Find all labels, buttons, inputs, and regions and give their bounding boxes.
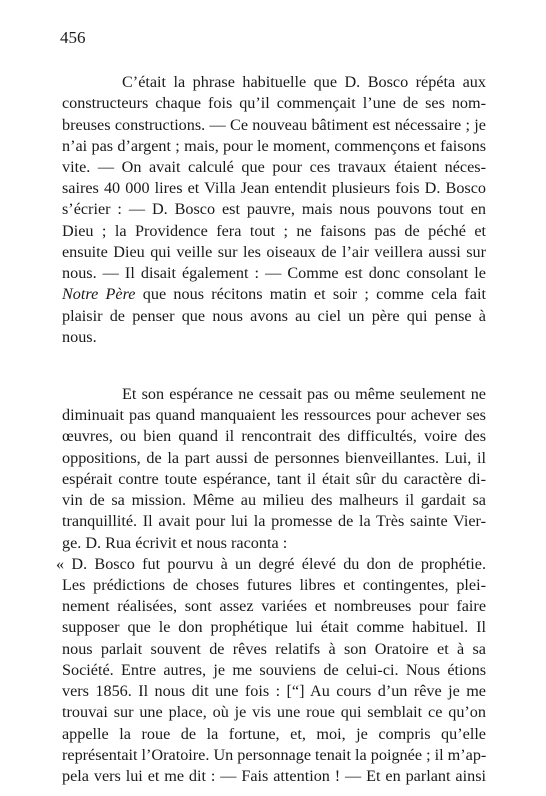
text-line: œuvres, ou bien quand il rencontrait des difficultés, voire des <box>62 427 486 446</box>
text-line: Et son espérance ne cessait pas ou même seulement ne <box>122 384 486 403</box>
text-line: saires 40 000 lires et Villa Jean entendit plusieurs fois D. Bosco <box>62 179 486 198</box>
text-line: breuses constructions. — Ce nouveau bâtiment est nécessaire ; je <box>62 115 486 134</box>
text-line: nous parlait souvent de rêves relatifs à son Oratoire et à sa <box>62 639 486 658</box>
text-line: n’ai pas d’argent ; mais, pour le moment, commençons et faisons <box>62 136 486 155</box>
text-line: vite. — On avait calculé que pour ces travaux étaient néces- <box>62 157 486 176</box>
text-line: appelle la roue de la fortune, et, moi, je compris qu’elle <box>62 724 486 743</box>
text-line: vin de sa mission. Même au milieu des malheurs il gardait sa <box>62 491 486 510</box>
text-line: constructeurs chaque fois qu’il commençait l’une de ses nom- <box>62 94 486 113</box>
text-line: supposer que le don prophétique lui était comme habituel. Il <box>62 618 486 637</box>
text-line: nous. <box>62 327 97 346</box>
italic-title: Notre Père <box>62 285 136 304</box>
text-line: « D. Bosco fut pourvu à un degré élevé du don de prophétie. <box>56 554 486 573</box>
text-line <box>62 284 486 304</box>
text-line: s’écrier : — D. Bosco est pauvre, mais nous pouvons tout en <box>62 200 486 219</box>
text-line: ge. D. Rua écrivit et nous raconta : <box>62 533 288 552</box>
text-line: nous. — Il disait également : — Comme est donc consolant le <box>62 264 486 282</box>
text-line: Les prédictions de choses futures libres et contingentes, plei- <box>62 576 486 594</box>
text-line: pela vers lui et me dit : — Fais attention ! — Et en parlant ainsi <box>62 767 486 785</box>
text-line: nement réalisées, sont assez variées et nombreuses pour faire <box>62 597 486 616</box>
text-line: espérait contre toute espérance, tant il était sûr du caractère di- <box>62 469 486 488</box>
text-line: vers 1856. Il nous dit une fois : [“] Au cours d’un rêve je me <box>62 682 486 701</box>
text-line: ensuite Dieu qui veille sur les oiseaux de l’air veillera aussi sur <box>62 242 486 261</box>
text-line: Société. Entre autres, je me souviens de celui-ci. Nous étions <box>62 660 486 679</box>
text-line: C’était la phrase habituelle que D. Bosco répéta aux <box>122 73 486 91</box>
text-line: oppositions, de la part aussi de personnes bienveillantes. Lui, il <box>62 448 486 467</box>
text-line-rest: que nous récitons matin et soir ; comme cela fait <box>135 285 486 304</box>
text-line: plaisir de penser que nous avons au ciel un père qui pense à <box>62 306 486 325</box>
text-line: tranquillité. Il avait pour lui la promesse de la Très sainte Vier- <box>62 512 486 531</box>
text-line: trouvai sur une place, où je vis une roue qui semblait ce qu’on <box>62 703 486 722</box>
text-line: Dieu ; la Providence fera tout ; ne faisons pas de péché et <box>62 221 486 240</box>
text-line: diminuait pas quand manquaient les ressources pour achever ses <box>62 406 486 425</box>
page-number: 456 <box>60 28 86 47</box>
text-line: représentait l’Oratoire. Un personnage tenait la poignée ; il m’ap- <box>62 745 487 764</box>
